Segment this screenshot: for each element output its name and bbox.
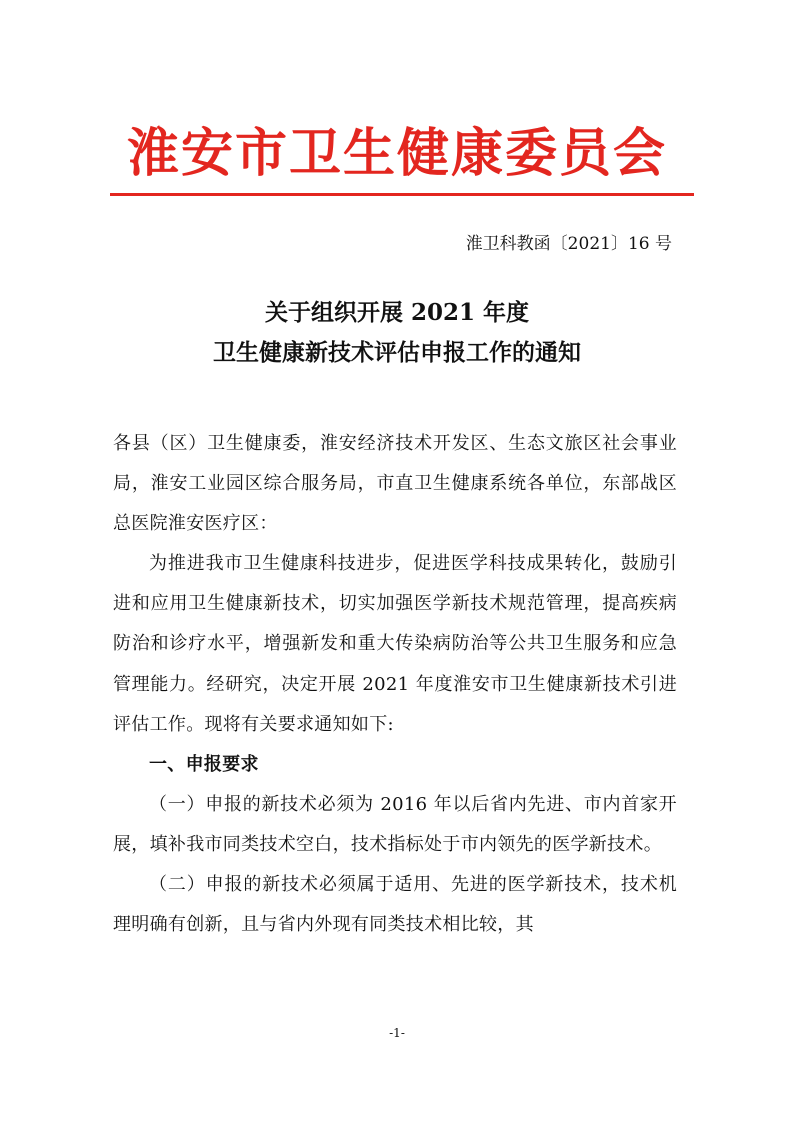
page-number: -1- xyxy=(389,1026,405,1040)
requirement-item-2: （二）申报的新技术必须属于适用、先进的医学新技术，技术机理明确有创新，且与省内外现有同类技术相比较，其 xyxy=(113,874,677,936)
title-line-2: 卫生健康新技术评估申报工作的通知 xyxy=(213,339,581,366)
issuing-organization-header: 淮安市卫生健康委员会 xyxy=(126,123,667,184)
section-heading: 一、申报要求 xyxy=(149,753,259,775)
document-title xyxy=(113,293,681,373)
intro-paragraph: 为推进我市卫生健康科技进步，促进医学科技成果转化，鼓励引进和应用卫生健康新技术，切实加强医学新技术规范管理，提高疾病防治和诊疗水平，增强新发和重大传染病防治等公共卫生服务和应急管理能力。经研究，决定开展 2021 年度淮安市卫生健康新技术引进评估工作。现将有关要求通知如下: xyxy=(113,553,677,735)
title-line-1: 关于组织开展 2021 年度 xyxy=(264,299,530,326)
header-divider-rule xyxy=(110,193,694,196)
requirement-item-1: （一）申报的新技术必须为 2016 年以后省内先进、市内首家开展，填补我市同类技术空白，技术指标处于市内领先的医学新技术。 xyxy=(113,793,677,855)
document-body xyxy=(113,424,677,945)
addressee-paragraph: 各县（区）卫生健康委，淮安经济技术开发区、生态文旅区社会事业局，淮安工业园区综合服务局，市直卫生健康系统各单位，东部战区总医院淮安医疗区： xyxy=(113,433,677,535)
document-number: 淮卫科教函〔2021〕16 号 xyxy=(465,234,672,254)
